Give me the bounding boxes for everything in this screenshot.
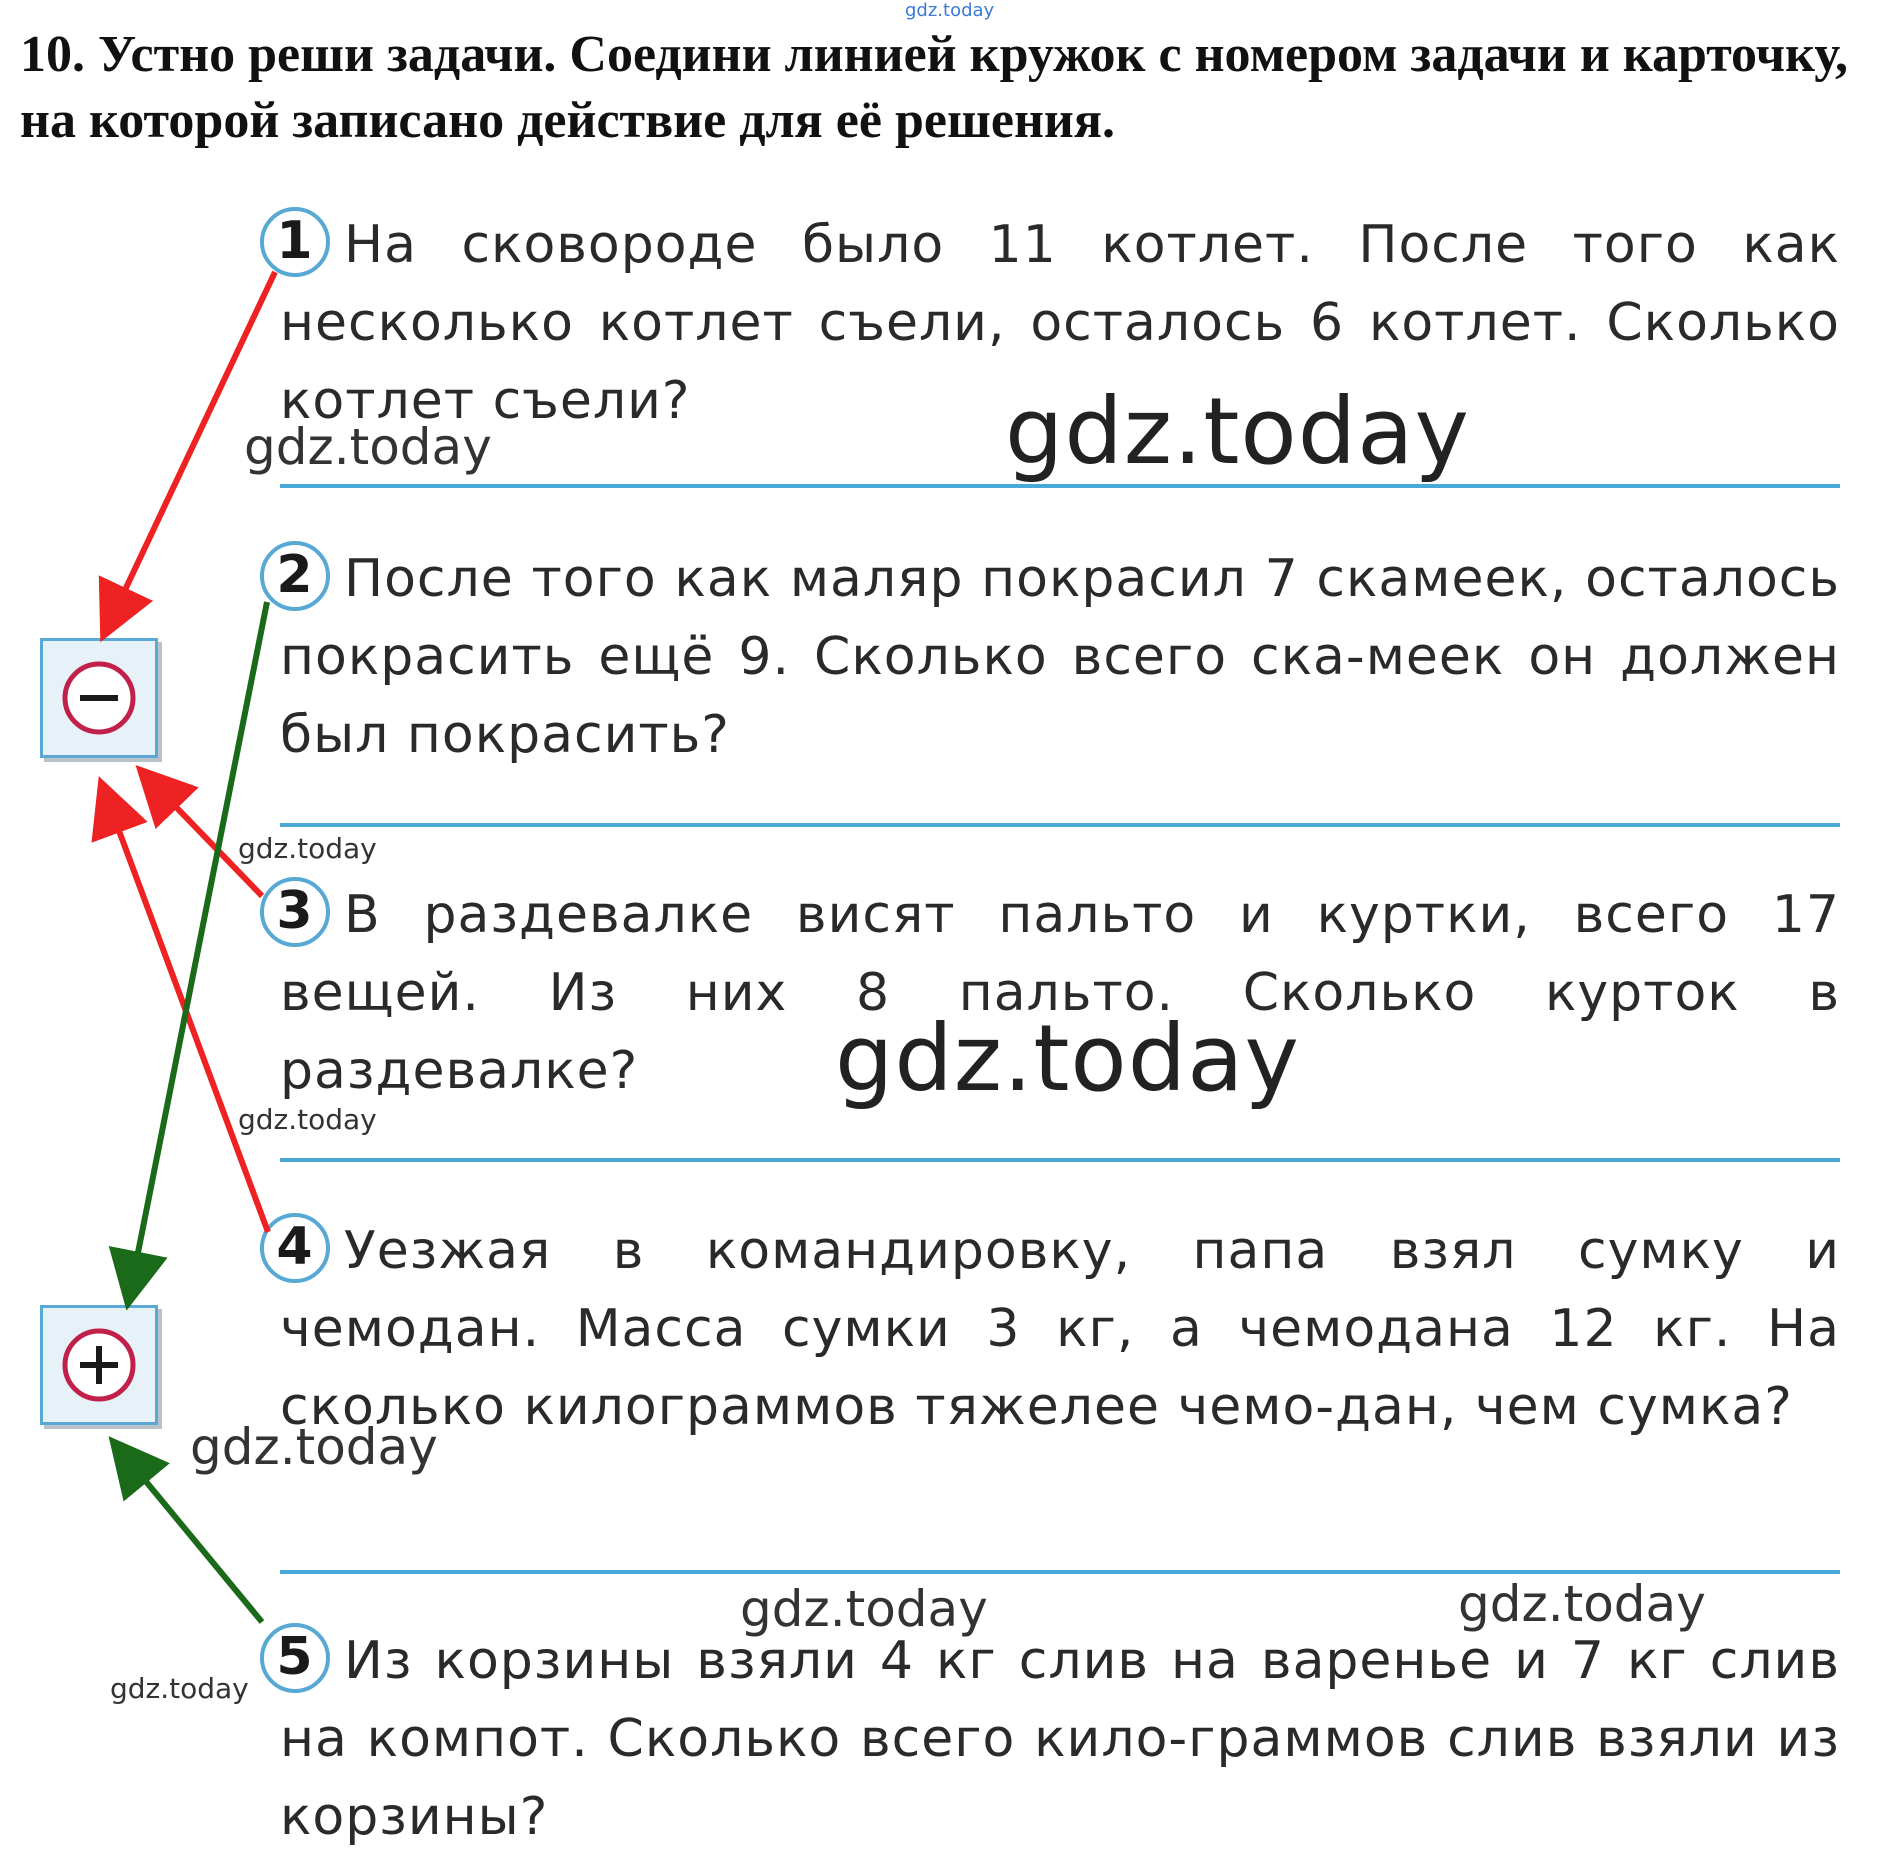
task-text: Из корзины взяли 4 кг слив на варенье и 7 кг слив на компот. Сколько всего кило-граммов слив взяли из корзины? <box>280 1631 1840 1847</box>
task-number-circle[interactable]: 2 <box>260 541 330 611</box>
watermark: gdz.today <box>835 1005 1300 1112</box>
watermark: gdz.today <box>1005 378 1470 485</box>
task-number-circle[interactable]: 4 <box>260 1213 330 1283</box>
task-text: После того как маляр покрасил 7 скамеек, осталось покрасить ещё 9. Сколько всего ска-меек он должен был покрасить? <box>280 549 1840 765</box>
watermark: gdz.today <box>1458 1575 1706 1633</box>
watermark: gdz.today <box>740 1580 988 1638</box>
arrow-task-2-to-plus <box>130 602 267 1293</box>
watermark: gdz.today <box>244 418 492 476</box>
task-number-circle[interactable]: 1 <box>260 207 330 277</box>
task-text: Уезжая в командировку, папа взял сумку и чемодан. Масса сумки 3 кг, а чемодана 12 кг. На сколько килограммов тяжелее чемо-дан, чем сумка? <box>280 1221 1840 1437</box>
exercise-heading: 10. Устно реши задачи. Соедини линией кружок с номером задачи и карточку, на которой записано действие для её решения. <box>20 26 1849 149</box>
watermark: gdz.today <box>238 1103 377 1136</box>
watermark-top: gdz.today <box>905 0 995 21</box>
task-text: На сковороде было 11 котлет. После того как несколько котлет съели, осталось 6 котлет. Сколько котлет съели? <box>280 215 1840 431</box>
task-text: В раздевалке висят пальто и куртки, всего 17 вещей. Из них 8 пальто. Сколько курток в раздевалке? <box>280 885 1840 1101</box>
watermark: gdz.today <box>190 1418 438 1476</box>
task-number-circle[interactable]: 5 <box>260 1623 330 1693</box>
watermark: gdz.today <box>110 1672 249 1705</box>
task-number-circle[interactable]: 3 <box>260 877 330 947</box>
watermark: gdz.today <box>238 832 377 865</box>
